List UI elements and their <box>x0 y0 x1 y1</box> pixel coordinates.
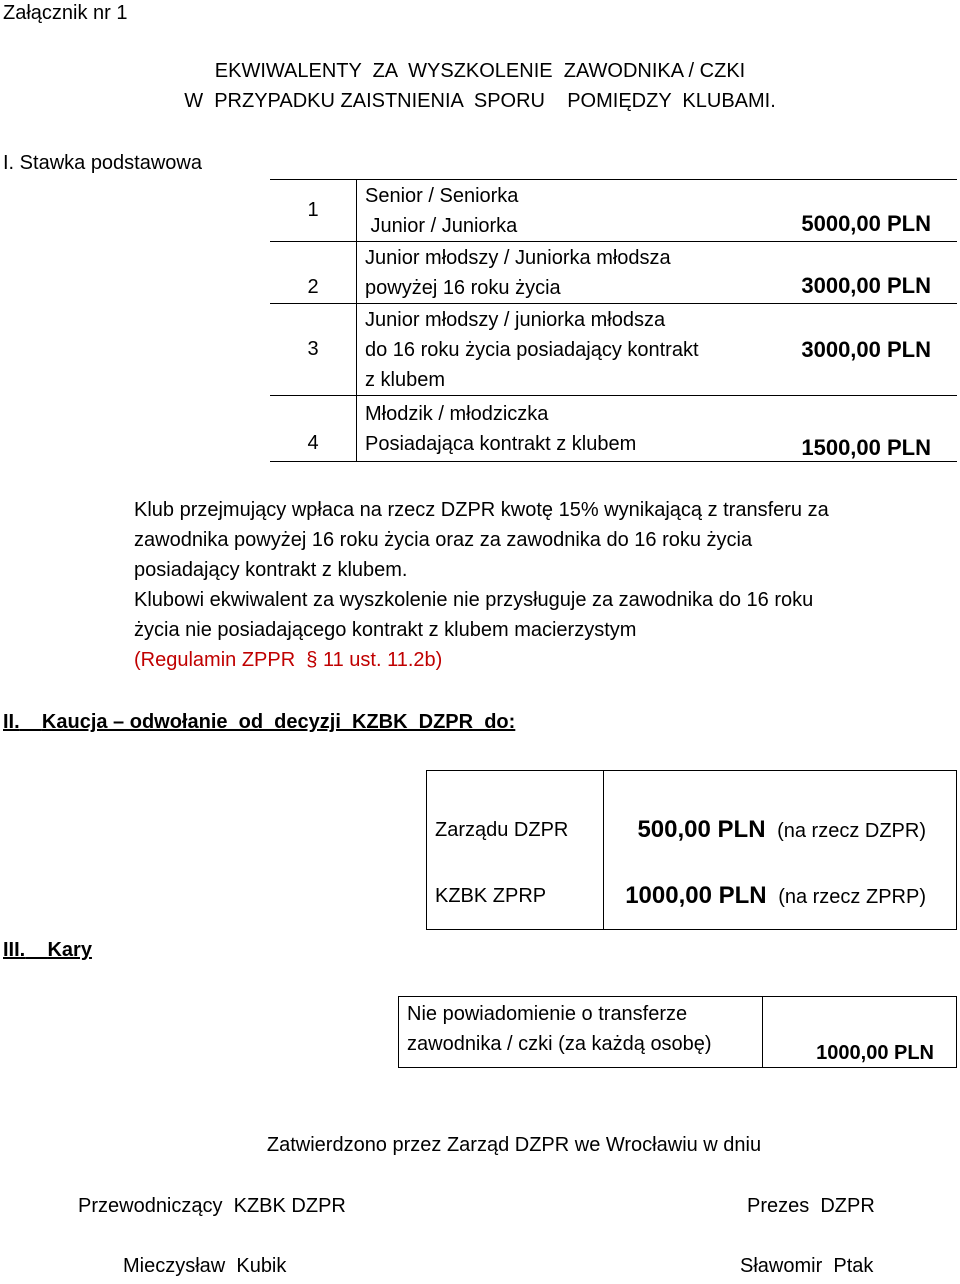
base-rates-table <box>270 179 957 462</box>
penalties-table <box>398 996 957 1068</box>
category-line: Senior / Seniorka <box>365 184 519 207</box>
transfer-note <box>134 495 829 675</box>
deposit-label: Zarządu DZPR <box>427 771 604 864</box>
regulation-reference: (Regulamin ZPPR § 11 ust. 11.2b) <box>134 649 443 671</box>
category-cell <box>357 396 770 462</box>
deposit-recipient: (na rzecz ZPRP) <box>778 886 926 908</box>
table-row <box>399 997 957 1068</box>
deposit-value <box>604 863 957 930</box>
deposit-amount: 1000,00 PLN <box>625 882 767 909</box>
amount-cell: 5000,00 PLN <box>769 180 957 242</box>
section-1-heading: I. Stawka podstawowa <box>3 152 202 174</box>
title-line-2: W PRZYPADKU ZAISTNIENIA SPORU POMIĘDZY KLUBAMI. <box>184 90 776 112</box>
deposit-label: KZBK ZPRP <box>427 863 604 930</box>
deposit-table <box>426 770 957 930</box>
title-line-1: EKWIWALENTY ZA WYSZKOLENIE ZAWODNIKA / CZKI <box>214 60 746 82</box>
table-row <box>270 396 957 462</box>
penalty-line: Nie powiadomienie o transferze <box>407 1003 688 1025</box>
category-line: Młodzik / młodziczka <box>365 402 549 425</box>
amount-cell: 3000,00 PLN <box>769 304 957 396</box>
category-line: powyżej 16 roku życia <box>365 276 561 299</box>
section-2-heading <box>3 711 515 734</box>
table-row <box>270 304 957 396</box>
section-2-title: Kaucja – odwołanie od decyzji KZBK DZPR do: <box>41 711 516 733</box>
left-signatory-name: Mieczysław Kubik <box>123 1255 287 1277</box>
table-row <box>270 180 957 242</box>
row-number: 1 <box>270 180 357 242</box>
category-line: Junior / Juniorka <box>365 214 518 237</box>
attachment-label: Załącznik nr 1 <box>3 2 128 24</box>
category-cell <box>357 180 770 242</box>
penalty-amount: 1000,00 PLN <box>763 997 957 1068</box>
note-line: posiadający kontrakt z klubem. <box>134 559 408 581</box>
penalty-line: zawodnika / czki (za każdą osobę) <box>407 1033 712 1055</box>
deposit-recipient: (na rzecz DZPR) <box>777 820 926 842</box>
note-line: Klubowi ekwiwalent za wyszkolenie nie przysługuje za zawodnika do 16 roku <box>134 589 814 611</box>
table-row <box>427 771 957 864</box>
right-signatory-title: Prezes DZPR <box>747 1195 875 1217</box>
deposit-amount: 500,00 PLN <box>637 816 766 843</box>
row-number: 3 <box>270 304 357 396</box>
penalty-label <box>399 997 763 1068</box>
category-line: Posiadająca kontrakt z klubem <box>365 432 637 455</box>
table-row <box>270 242 957 304</box>
deposit-value <box>604 771 957 864</box>
table-row <box>427 863 957 930</box>
section-2-number: II. <box>3 711 20 733</box>
note-line: zawodnika powyżej 16 roku życia oraz za zawodnika do 16 roku życia <box>134 529 753 551</box>
category-line: Junior młodszy / juniorka młodsza <box>365 308 666 331</box>
right-signatory-name: Sławomir Ptak <box>740 1255 874 1277</box>
left-signatory-title: Przewodniczący KZBK DZPR <box>78 1195 346 1217</box>
note-line: Klub przejmujący wpłaca na rzecz DZPR kwotę 15% wynikającą z transferu za <box>134 499 829 521</box>
row-number: 2 <box>270 242 357 304</box>
section-3-number: III. <box>3 939 26 961</box>
category-cell <box>357 242 770 304</box>
amount-cell: 1500,00 PLN <box>769 396 957 462</box>
category-line: Junior młodszy / Juniorka młodsza <box>365 246 671 269</box>
category-cell <box>357 304 770 396</box>
approval-line: Zatwierdzono przez Zarząd DZPR we Wrocławiu w dniu <box>266 1134 762 1156</box>
amount-cell: 3000,00 PLN <box>769 242 957 304</box>
note-line: życia nie posiadającego kontrakt z klubem macierzystym <box>134 619 637 641</box>
category-line: z klubem <box>365 368 446 391</box>
section-3-heading <box>3 939 92 962</box>
section-3-title: Kary <box>47 939 92 961</box>
category-line: do 16 roku życia posiadający kontrakt <box>365 338 699 361</box>
row-number: 4 <box>270 396 357 462</box>
